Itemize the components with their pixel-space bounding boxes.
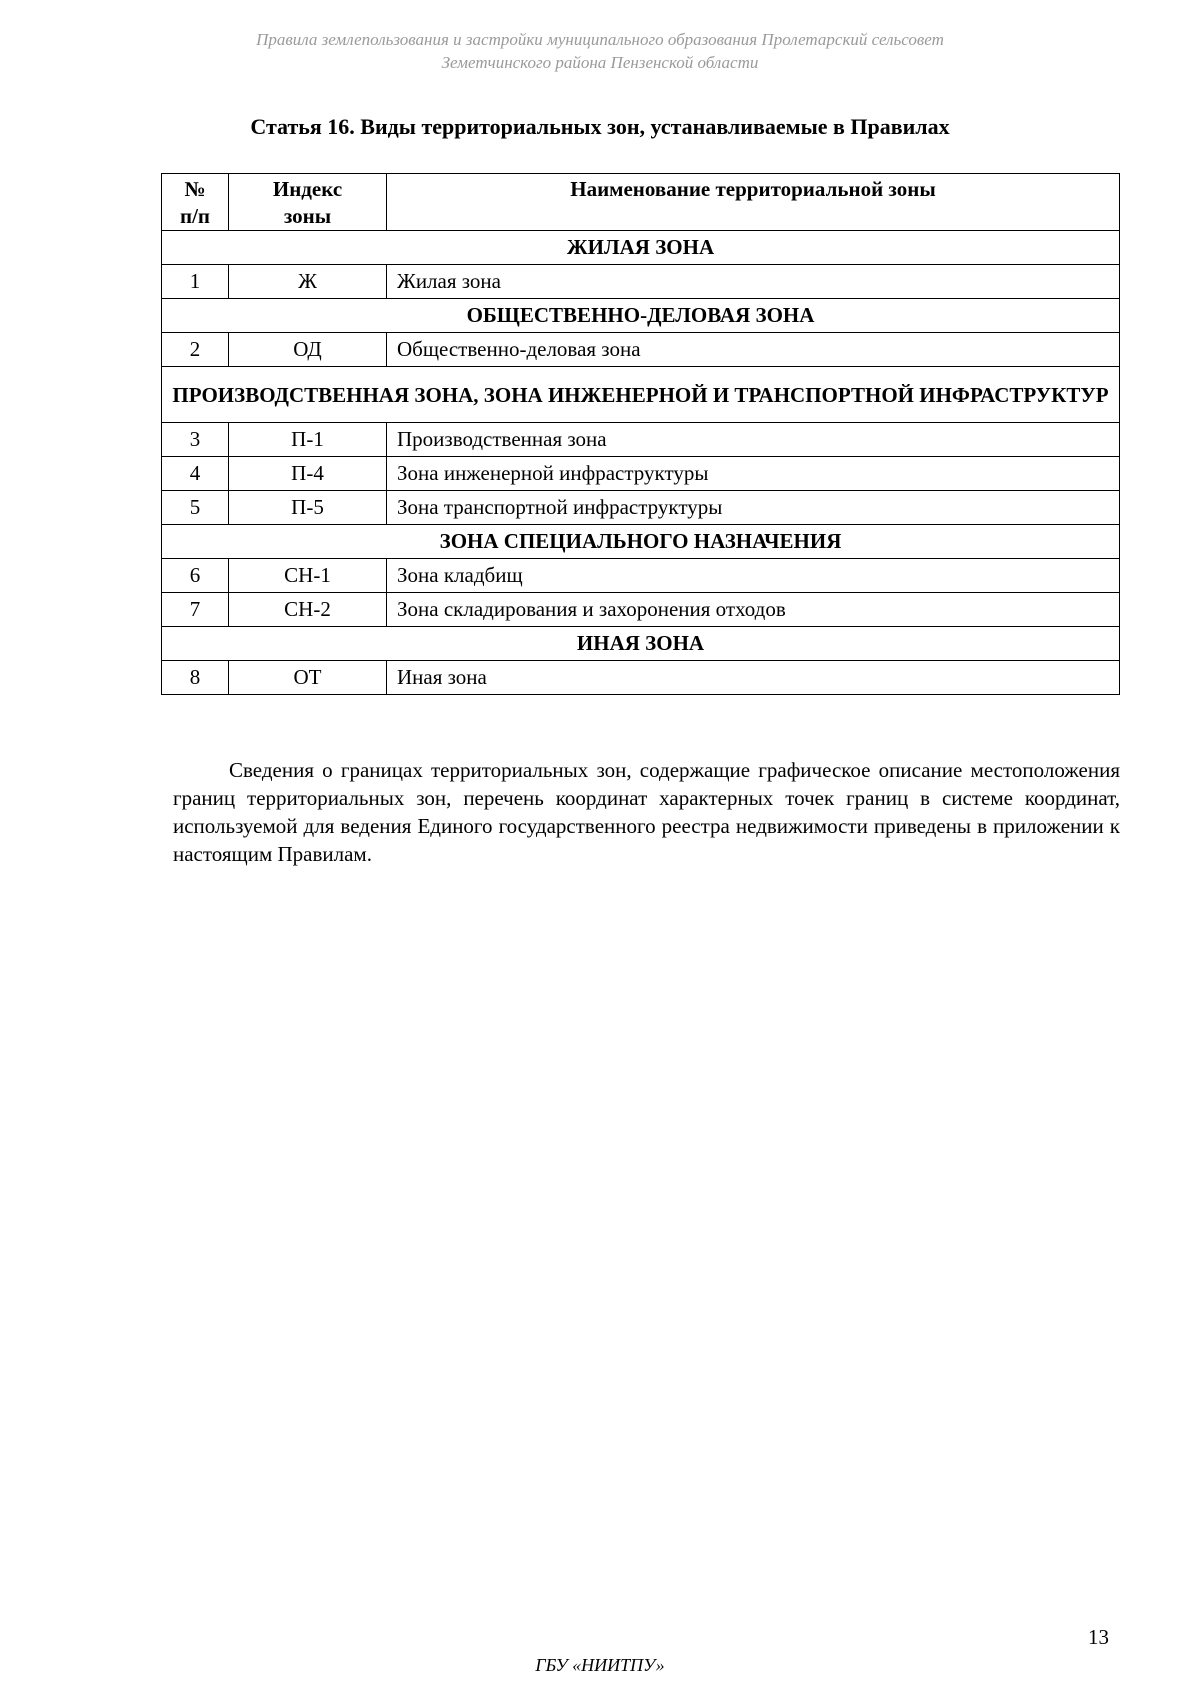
table-row	[162, 457, 1120, 491]
row-index: П-5	[229, 491, 387, 525]
article-title: Статья 16. Виды территориальных зон, устанавливаемые в Правилах	[250, 114, 950, 139]
row-name: Общественно-деловая зона	[387, 333, 1120, 367]
row-name: Зона кладбищ	[387, 559, 1120, 593]
row-num: 5	[162, 491, 229, 525]
row-index: Ж	[229, 265, 387, 299]
section-row	[162, 231, 1120, 265]
row-num: 3	[162, 423, 229, 457]
section-row	[162, 627, 1120, 661]
section-title: ЗОНА СПЕЦИАЛЬНОГО НАЗНАЧЕНИЯ	[162, 525, 1120, 559]
page-number: 13	[1088, 1625, 1109, 1649]
row-num: 6	[162, 559, 229, 593]
table-row	[162, 423, 1120, 457]
row-num: 1	[162, 265, 229, 299]
section-title: ЖИЛАЯ ЗОНА	[162, 231, 1120, 265]
header-index-line2: зоны	[283, 204, 332, 228]
row-name: Зона инженерной инфраструктуры	[387, 457, 1120, 491]
header-num	[162, 174, 229, 231]
row-name: Производственная зона	[387, 423, 1120, 457]
section-row	[162, 525, 1120, 559]
row-index: СН-1	[229, 559, 387, 593]
header-num-line2: п/п	[179, 204, 211, 228]
section-row	[162, 367, 1120, 423]
row-num: 8	[162, 661, 229, 695]
section-title: ИНАЯ ЗОНА	[162, 627, 1120, 661]
row-index: ОД	[229, 333, 387, 367]
row-index: СН-2	[229, 593, 387, 627]
zones-table	[161, 173, 1120, 695]
table-row	[162, 333, 1120, 367]
row-name: Зона складирования и захоронения отходов	[387, 593, 1120, 627]
header-index	[229, 174, 387, 231]
table-row	[162, 491, 1120, 525]
header-num-line1: №	[184, 177, 206, 201]
table-header-row	[162, 174, 1120, 231]
row-num: 7	[162, 593, 229, 627]
table-row	[162, 559, 1120, 593]
page-footer: ГБУ «НИИТПУ»	[535, 1655, 665, 1675]
row-name: Жилая зона	[387, 265, 1120, 299]
table-row	[162, 265, 1120, 299]
page-header	[0, 28, 1200, 74]
header-line-1: Правила землепользования и застройки муниципального образования Пролетарский сельсовет	[256, 30, 944, 49]
row-num: 2	[162, 333, 229, 367]
section-title: ПРОИЗВОДСТВЕННАЯ ЗОНА, ЗОНА ИНЖЕНЕРНОЙ И ТРАНСПОРТНОЙ ИНФРАСТРУКТУР	[162, 367, 1120, 423]
row-index: П-1	[229, 423, 387, 457]
row-index: П-4	[229, 457, 387, 491]
row-name: Зона транспортной инфраструктуры	[387, 491, 1120, 525]
header-index-line1: Индекс	[272, 177, 343, 201]
section-title: ОБЩЕСТВЕННО-ДЕЛОВАЯ ЗОНА	[162, 299, 1120, 333]
header-line-2: Земетчинского района Пензенской области	[441, 53, 759, 72]
row-num: 4	[162, 457, 229, 491]
section-row	[162, 299, 1120, 333]
row-name: Иная зона	[387, 661, 1120, 695]
table-row	[162, 661, 1120, 695]
row-index: ОТ	[229, 661, 387, 695]
body-paragraph: Сведения о границах территориальных зон, содержащие графическое описание местоположения границ территориальных зон, перечень координат характерных точек границ в системе координат, используемой для ведения Единого государственного реестра недвижимости приведены в приложении к настоящим Правилам.	[173, 758, 1120, 866]
table-row	[162, 593, 1120, 627]
header-name: Наименование территориальной зоны	[387, 174, 1120, 231]
